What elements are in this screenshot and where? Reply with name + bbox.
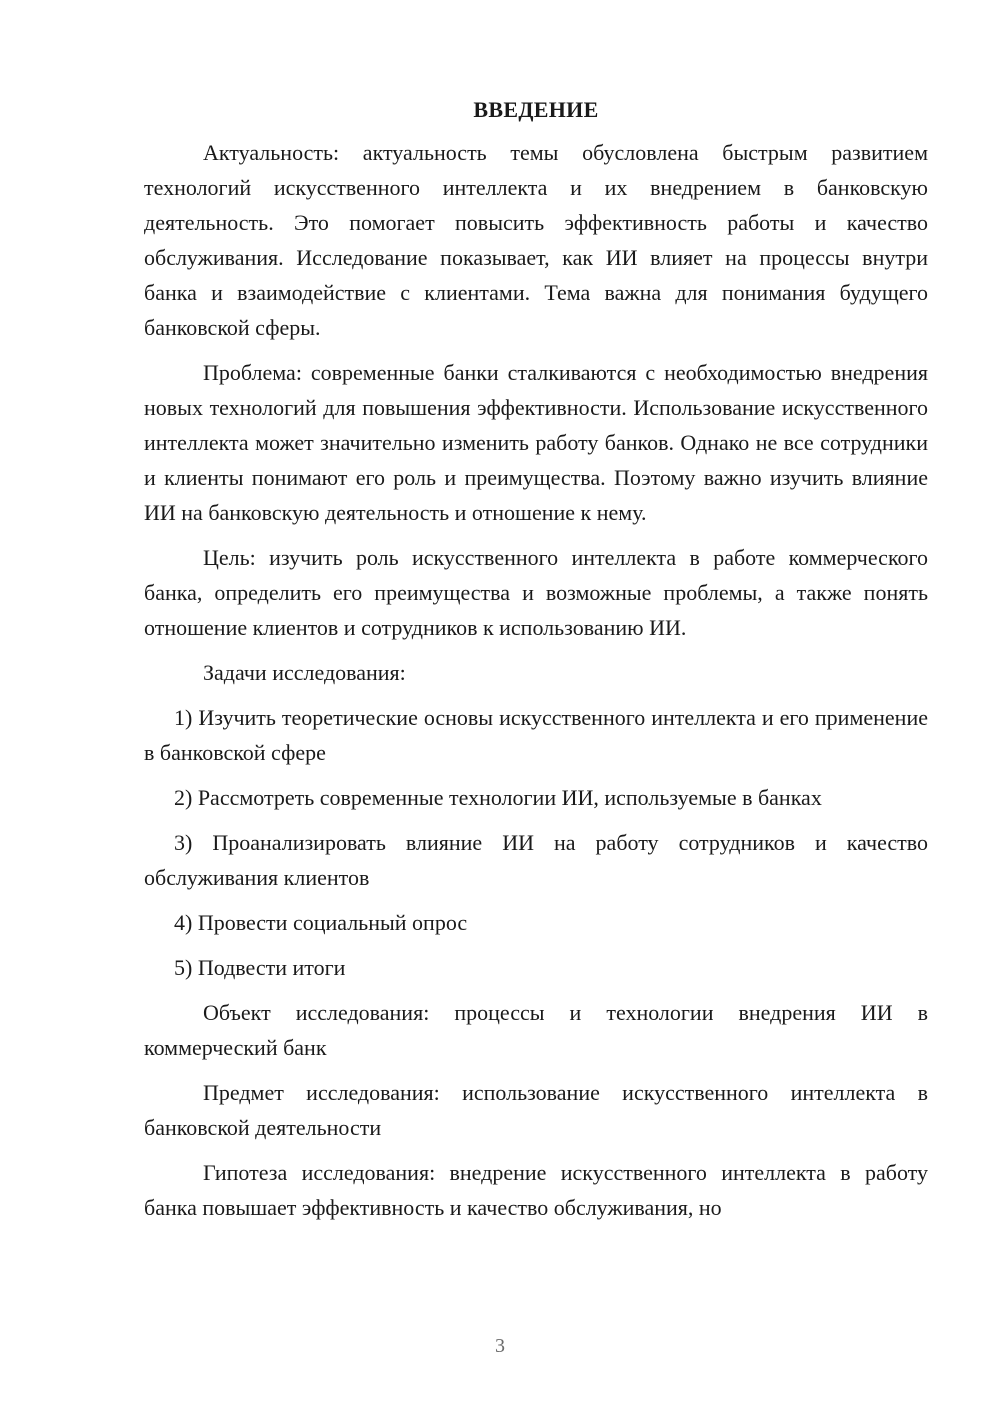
page-content — [144, 92, 928, 1235]
hypothesis-paragraph: Гипотеза исследования: внедрение искусственного интеллекта в работу банка повышает эффективность и качество обслуживания, но — [144, 1160, 928, 1220]
task-item-1: 1) Изучить теоретические основы искусственного интеллекта и его применение в банковской сфере — [144, 705, 928, 765]
task-item-4: 4) Провести социальный опрос — [174, 910, 468, 935]
problem-paragraph: Проблема: современные банки сталкиваются с необходимостью внедрения новых технологий для повышения эффективности. Использование искусственного интеллекта может значительно изменить работу банков. Однако не все сотрудники и клиенты понимают его роль и преимущества. Поэтому важно изучить влияние ИИ на банковскую деятельность и отношение к нему. — [144, 360, 928, 525]
task-item-2: 2) Рассмотреть современные технологии ИИ, используемые в банках — [174, 785, 822, 810]
tasks-heading: Задачи исследования: — [203, 660, 406, 685]
goal-paragraph: Цель: изучить роль искусственного интеллекта в работе коммерческого банка, определить его преимущества и возможные проблемы, а также понять отношение клиентов и сотрудников к использованию ИИ. — [144, 545, 928, 640]
task-item-3: 3) Проанализировать влияние ИИ на работу сотрудников и качество обслуживания клиентов — [144, 830, 928, 890]
relevance-paragraph: Актуальность: актуальность темы обусловлена быстрым развитием технологий искусственного интеллекта и их внедрением в банковскую деятельность. Это помогает повысить эффективность работы и качество обслуживания. Исследование показывает, как ИИ влияет на процессы внутри банка и взаимодействие с клиентами. Тема важна для понимания будущего банковской сферы. — [144, 140, 928, 340]
task-item-5: 5) Подвести итоги — [174, 955, 346, 980]
subject-paragraph: Предмет исследования: использование искусственного интеллекта в банковской деятельности — [144, 1080, 928, 1140]
page-number: 3 — [495, 1335, 505, 1357]
page-title: ВВЕДЕНИЕ — [473, 97, 599, 122]
object-paragraph: Объект исследования: процессы и технологии внедрения ИИ в коммерческий банк — [144, 1000, 928, 1060]
